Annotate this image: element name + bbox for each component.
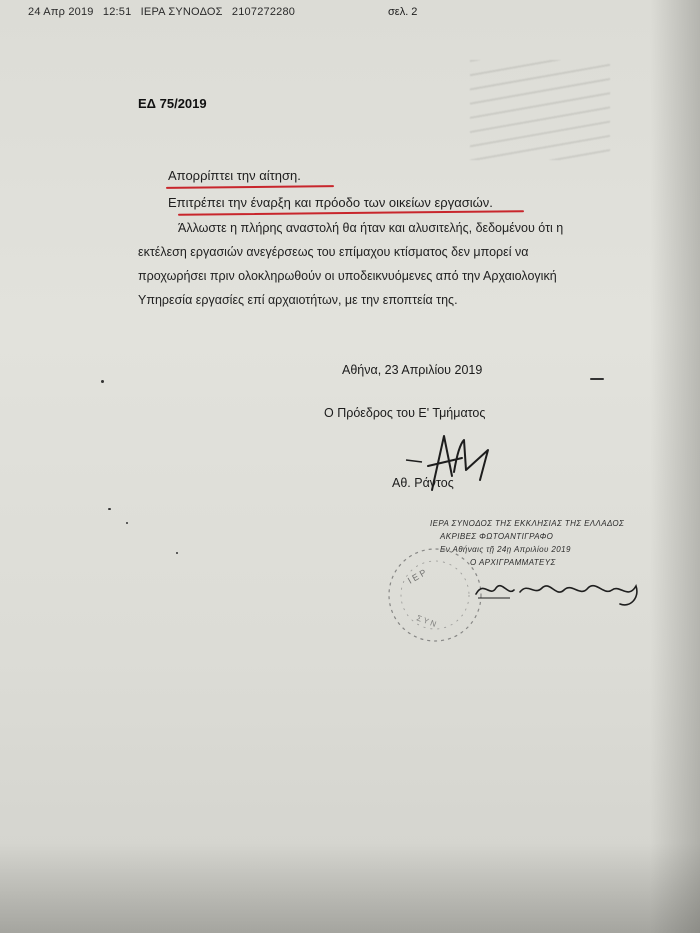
certification-line-4: Ο ΑΡΧΙΓΡΑΜΜΑΤΕΥΣ: [470, 558, 556, 567]
case-number: ΕΔ 75/2019: [138, 96, 207, 111]
paragraph-line-1: Άλλωστε η πλήρης αναστολή θα ήταν και αλυσιτελής, δεδομένου ότι η: [178, 221, 564, 235]
page-shadow-bottom: [0, 843, 700, 933]
svg-text:Ι Ε Ρ: Ι Ε Ρ: [406, 567, 428, 586]
fax-page-number: σελ. 2: [388, 6, 418, 18]
fax-date: 24 Απρ 2019: [28, 6, 94, 18]
bleed-through-marks: [470, 60, 610, 160]
scan-speck: [108, 508, 111, 510]
fax-sender: ΙΕΡΑ ΣΥΝΟΔΟΣ: [140, 6, 223, 18]
red-underline-2: [178, 210, 524, 216]
paragraph-line-2: εκτέλεση εργασιών ανεγέρσεως του επίμαχου κτίσματος δεν μπορεί να: [138, 245, 529, 259]
svg-text:Σ Υ Ν: Σ Υ Ν: [415, 613, 438, 629]
fax-phone: 2107272280: [231, 6, 296, 18]
certification-line-2: ΑΚΡΙΒΕΣ ΦΩΤΟΑΝΤΙΓΡΑΦΟ: [440, 532, 554, 541]
signatory-title: Ο Πρόεδρος του Ε' Τμήματος: [324, 406, 486, 420]
scan-speck: [126, 522, 128, 524]
signatory-name: Αθ. Ράντος: [392, 476, 454, 490]
place-date: Αθήνα, 23 Απριλίου 2019: [342, 363, 483, 377]
certification-line-3: Εν Αθήναις τῇ 24ῃ Απριλίου 2019: [440, 545, 571, 554]
page-shadow-right: [650, 0, 700, 933]
fax-time: 12:51: [102, 6, 132, 18]
certification-line-1: ΙΕΡΑ ΣΥΝΟΔΟΣ ΤΗΣ ΕΚΚΛΗΣΙΑΣ ΤΗΣ ΕΛΛΑΔΟΣ: [430, 519, 625, 528]
paragraph-line-4: Υπηρεσία εργασίες επί αρχαιοτήτων, με την εποπτεία της.: [138, 293, 458, 307]
fax-header: [28, 6, 301, 18]
decision-line-permit: Επιτρέπει την έναρξη και πρόοδο των οικείων εργασιών.: [168, 195, 493, 210]
scan-speck: [101, 380, 104, 383]
scan-speck: [176, 552, 178, 554]
decision-line-reject: Απορρίπτει την αίτηση.: [168, 168, 301, 183]
red-underline-1: [166, 185, 334, 189]
archsecretary-signature: [470, 568, 650, 612]
scan-speck: [590, 378, 604, 380]
paragraph-line-3: προχωρήσει πριν ολοκληρωθούν οι υποδεικνυόμενες από την Αρχαιολογική: [138, 269, 557, 283]
